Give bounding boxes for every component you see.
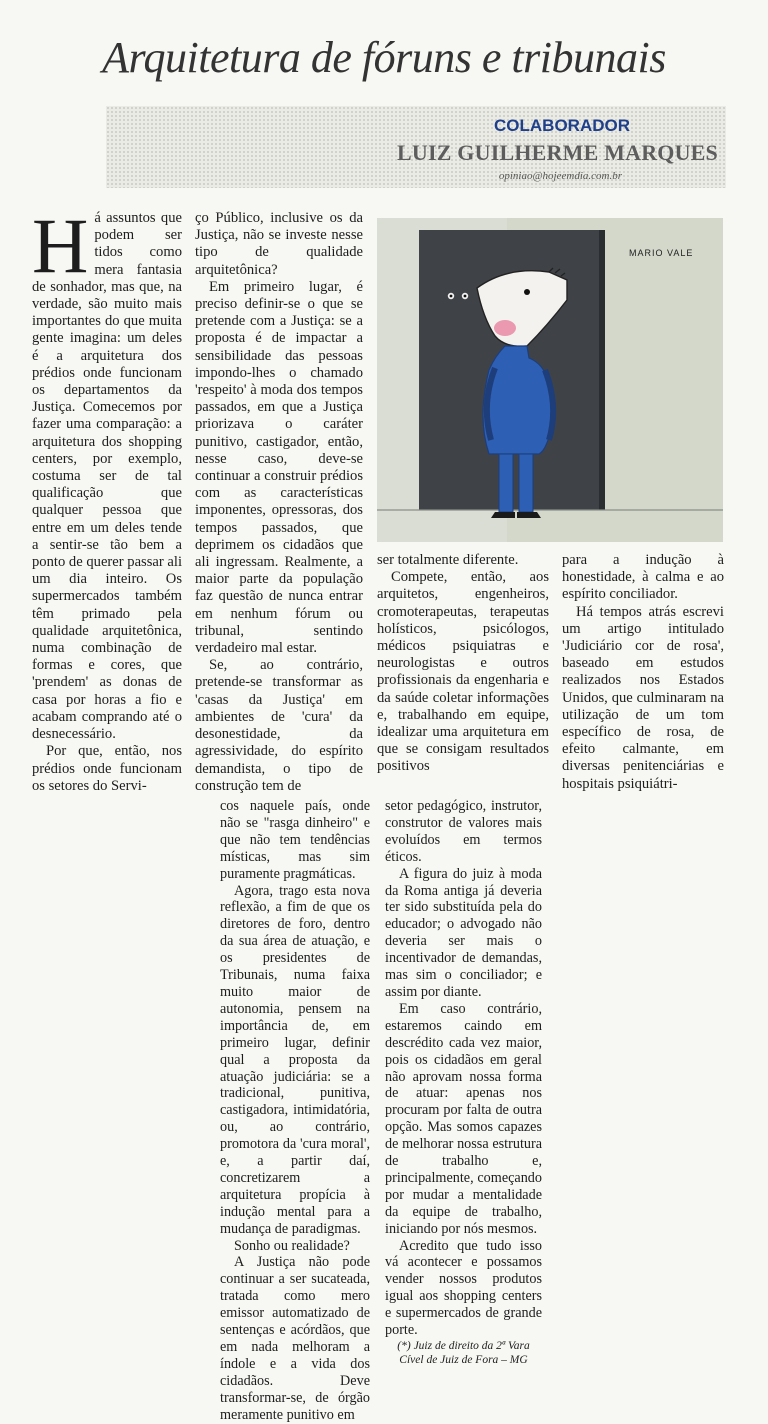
paragraph: Agora, trago esta nova reflexão, a fim de que os diretores de foro, dentro da sua área de atuação, e os presidentes de Tribunais, numa faixa muito maior de autonomia, pensem na importância de, em primeiro lugar, definir qual a proposta da atuação judiciária: se a tradicional, punitiva, castigadora, intimidatória, ou, ao contrário, promotora da 'cura moral', e, a partir daí, concretizarem a arquitetura propícia à indução mental para a mudança de paradigmas. bbox=[220, 882, 370, 1237]
paragraph: Há tempos atrás escrevi um artigo intitulado 'Judiciário cor de rosa', baseado em estudos realizados nos Estados Unidos, que culminaram na utilização de um tom específico de rosa, de efeito calmante, em diversas penitenciárias e hospitais psiquiátri- bbox=[562, 603, 724, 792]
author-name: LUIZ GUILHERME MARQUES bbox=[397, 140, 718, 165]
article-column-5 bbox=[220, 798, 370, 1424]
paragraph: Compete, então, aos arquitetos, engenheiros, cromoterapeutas, terapeutas holísticos, psicólogos, médicos psiquiatras e neurologistas e outros profissionais da engenharia e da saúde coletar informações e, trabalhando em equipe, idealizar uma arquitetura em que se consigam resultados positivos bbox=[377, 569, 549, 775]
byline-role: COLABORADOR bbox=[494, 116, 630, 135]
paragraph: A figura do juiz à moda da Roma antiga já deveria ter sido substituída pela do educador; o advogado não deveria ser mais o incentivador de demandas, mas sim o conciliador; e assim por diante. bbox=[385, 865, 542, 1000]
paragraph: Em primeiro lugar, é preciso definir-se o que se pretende com a Justiça: se a proposta é de impactar a sensibilidade das pessoas impondo-lhes o chamado 'respeito' à moda dos tempos passados, em que a Justiça priorizava o caráter punitivo, castigador, então, nesse caso, deve-se continuar a construir prédios com as características imponentes, opressoras, dos tempos passados, que deprimem os cidadãos que ali ingressam. Realmente, a maior parte da população faz questão de nunca entrar em nenhum fórum ou tribunal, sentindo verdadeiro mal estar. bbox=[195, 278, 363, 657]
article-headline: Arquitetura de fóruns e tribunais bbox=[102, 33, 666, 82]
paragraph: ço Público, inclusive os da Justiça, não se investe nesse tipo de qualidade arquitetônica? bbox=[195, 210, 363, 278]
paragraph: Em caso contrário, estaremos caindo em descrédito cada vez maior, pois os cidadãos em geral não aprovam nossa forma de atuar: apenas nos procuram por falta de outra opção. Mas somos capazes de melhorar nossa estrutura de trabalho e, principalmente, começando por mudar a mentalidade da equipe de trabalho, iniciando por nós mesmos. bbox=[385, 1000, 542, 1237]
paragraph: para a indução à honestidade, à calma e ao espírito conciliador. bbox=[562, 552, 724, 603]
author-email: opiniao@hojeemdia.com.br bbox=[498, 170, 622, 182]
article-column-2 bbox=[195, 210, 363, 795]
editorial-illustration bbox=[377, 218, 723, 542]
article-column-1 bbox=[32, 202, 182, 795]
artist-signature: MARIO VALE bbox=[629, 248, 694, 258]
paragraph: Há assuntos que podem ser tidos como mera fantasia de sonhador, mas que, na verdade, são muito mais importantes do que muita gente imagina: um deles é a arquitetura dos prédios onde funcionam os departamentos da Justiça. Comecemos por fazer uma comparação: a arquitetura dos shopping centers, por exemplo, costuma ser de tal qualificação que qualquer pessoa que entre em um deles tende a sentir-se tão bem a ponto de querer passar ali um dia inteiro. Os supermercados também têm primado pela qualidade arquitetônica, numa combinação de formas e cores, que 'prendem' as donas de casa por horas a fio e acabam comprando até o desnecessário. bbox=[32, 202, 182, 743]
subheading: Sonho ou realidade? bbox=[234, 1237, 350, 1254]
paragraph: ser totalmente diferente. bbox=[377, 552, 519, 568]
article-column-6 bbox=[385, 798, 542, 1367]
paragraph: Por que, então, nos prédios onde funcionam os setores do Servi- bbox=[32, 743, 182, 794]
paragraph: Acredito que tudo isso vá acontecer e possamos vender nossos produtos igual aos shopping centers e supermercados de grande porte. bbox=[385, 1237, 542, 1339]
paragraph: setor pedagógico, instrutor, construtor de valores mais evoluídos em termos éticos. bbox=[385, 798, 542, 865]
paragraph: A Justiça não pode continuar a ser sucateada, tratada como mero emissor automatizado de sentenças e acórdãos, que em nada melhoram a índole e a vida dos cidadãos. Deve transformar-se, de órgão meramente punitivo em bbox=[220, 1254, 370, 1423]
article-column-3 bbox=[377, 552, 549, 776]
byline-box bbox=[106, 106, 726, 188]
author-footnote: (*) Juiz de direito da 2ª Vara Cível de Juiz de Fora – MG bbox=[397, 1340, 530, 1366]
article-column-4 bbox=[562, 552, 724, 793]
drop-cap: H bbox=[32, 202, 89, 289]
paragraph: cos naquele país, onde não se "rasga dinheiro" e que não tem tendências místicas, mas sim puramente pragmáticas. bbox=[220, 798, 370, 882]
paragraph: Se, ao contrário, pretende-se transformar as 'casas da Justiça' em ambientes de 'cura' da desonestidade, da agressividade, do espírito demandista, o tipo de construção tem de bbox=[195, 657, 363, 794]
